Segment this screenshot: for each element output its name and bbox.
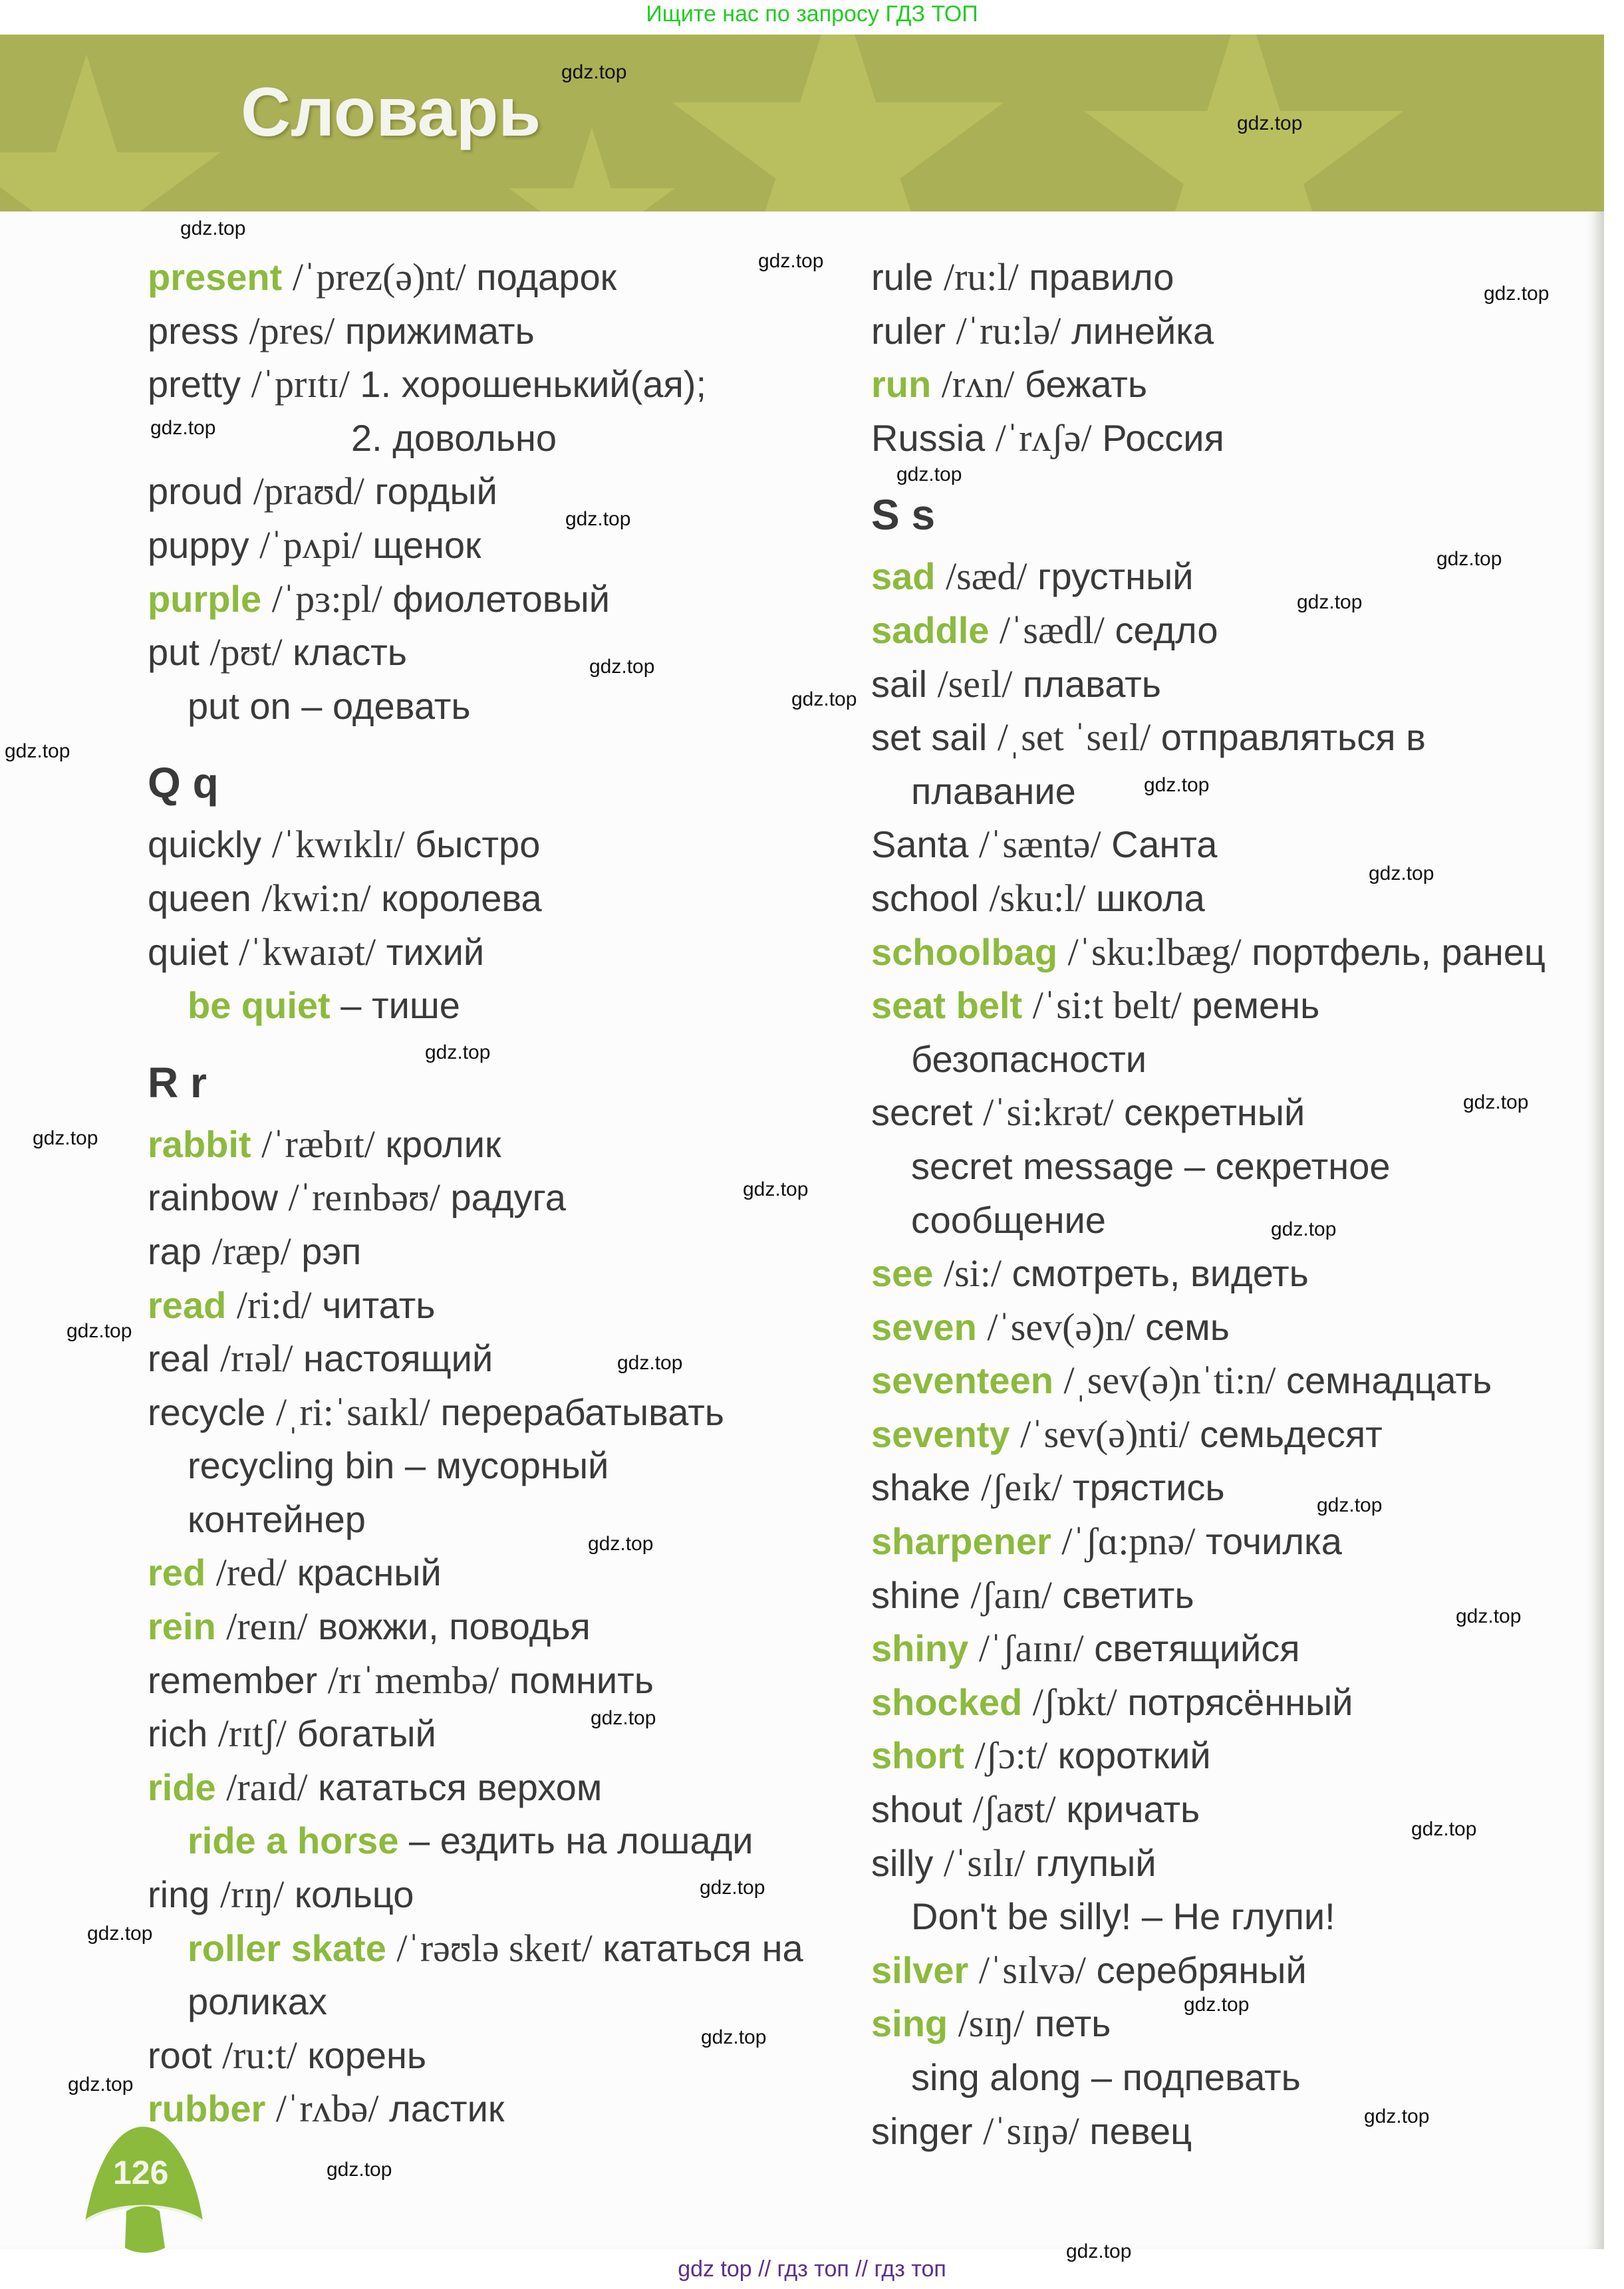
- headword: remember: [148, 1659, 318, 1701]
- watermark: gdz.top: [565, 508, 631, 530]
- transcription: /ri:d/: [236, 1283, 312, 1327]
- watermark: gdz.top: [1271, 1218, 1337, 1240]
- dictionary-entry: [871, 1461, 1589, 1515]
- translation: светить: [1062, 1573, 1194, 1616]
- transcription: /ˈsev(ə)nti/: [1020, 1412, 1190, 1456]
- transcription: /ˈru:lə/: [956, 309, 1061, 352]
- headword: be quiet: [188, 984, 331, 1027]
- dictionary-entry: [148, 1386, 839, 1440]
- transcription: /sku:l/: [989, 876, 1086, 920]
- watermark: gdz.top: [589, 656, 655, 678]
- transcription: /ˈkwɪklɪ/: [271, 823, 405, 867]
- dictionary-entry: [148, 1654, 839, 1708]
- translation: щенок: [372, 523, 481, 566]
- headword: seven: [871, 1305, 977, 1348]
- translation: кольцо: [294, 1873, 414, 1916]
- dictionary-entry: [148, 1225, 839, 1279]
- watermark: gdz.top: [591, 1707, 656, 1729]
- translation: ремень: [1192, 984, 1320, 1027]
- dictionary-entry: [871, 412, 1589, 466]
- watermark: gdz.top: [1066, 2240, 1132, 2262]
- headword: saddle: [871, 608, 990, 651]
- dictionary-entry: [148, 818, 839, 872]
- dictionary-entry: [871, 251, 1589, 305]
- dictionary-entry: [148, 251, 839, 305]
- transcription: /ˈsɪlvə/: [978, 1948, 1086, 1992]
- dictionary-entry: [871, 1247, 1589, 1301]
- translation: светящийся: [1094, 1627, 1300, 1670]
- translation: короткий: [1057, 1734, 1211, 1777]
- transcription: /praʊd/: [253, 470, 364, 513]
- watermark: gdz.top: [896, 464, 962, 485]
- headword: real: [148, 1337, 210, 1380]
- transcription: /ˈʃɑ:pnə/: [1061, 1520, 1196, 1563]
- dictionary-entry: [871, 1729, 1589, 1783]
- headword: shine: [871, 1573, 960, 1616]
- headword: short: [871, 1734, 964, 1777]
- translation: семь: [1145, 1305, 1230, 1348]
- transcription: /ʃaʊt/: [972, 1788, 1056, 1831]
- transcription: /ræp/: [211, 1229, 291, 1273]
- translation: рэп: [301, 1230, 362, 1272]
- translation: – мусорный: [404, 1444, 609, 1487]
- headword: schoolbag: [871, 930, 1058, 973]
- translation: радуга: [450, 1176, 566, 1219]
- transcription: /pres/: [249, 309, 335, 352]
- translation: кролик: [385, 1123, 501, 1165]
- dictionary-entry: [871, 1783, 1589, 1837]
- headword: silly: [871, 1841, 934, 1884]
- translation: бежать: [1024, 363, 1148, 406]
- dictionary-entry: [148, 1171, 839, 1225]
- headword: ride: [148, 1766, 216, 1808]
- transcription: /seɪl/: [937, 662, 1013, 706]
- star-decoration: [665, 35, 1011, 211]
- translation: кричать: [1066, 1788, 1200, 1831]
- headword: run: [871, 363, 932, 406]
- dictionary-entry: [148, 1493, 839, 1547]
- translation: подарок: [476, 256, 617, 298]
- transcription: /rʌn/: [941, 362, 1015, 406]
- transcription: /rɪəl/: [219, 1337, 293, 1381]
- translation: Санта: [1111, 823, 1218, 866]
- headword: secret: [871, 1091, 973, 1134]
- watermark: gdz.top: [1237, 112, 1303, 134]
- headword: seventy: [871, 1413, 1010, 1455]
- dictionary-entry: [871, 1033, 1589, 1087]
- headword: puppy: [148, 523, 249, 566]
- transcription: /ˈsi:krət/: [983, 1091, 1114, 1135]
- watermark: gdz.top: [1317, 1494, 1383, 1516]
- letter-heading: R r: [148, 1058, 207, 1107]
- translation: – Не глупи!: [1141, 1895, 1335, 1938]
- headword: purple: [148, 577, 262, 620]
- headword: red: [148, 1551, 206, 1594]
- transcription: /ru:l/: [943, 255, 1019, 299]
- watermark: gdz.top: [588, 1533, 654, 1555]
- dictionary-entry: [148, 465, 839, 519]
- translation: семьдесят: [1200, 1413, 1383, 1455]
- translation: отправляться в: [1160, 716, 1426, 759]
- dictionary-entry: [871, 2051, 1589, 2105]
- dictionary-entry: [871, 818, 1589, 872]
- transcription: /sæd/: [946, 555, 1027, 599]
- transcription: /rɪŋ/: [219, 1873, 285, 1917]
- dictionary-entry: [871, 1408, 1589, 1462]
- transcription: /raɪd/: [226, 1765, 308, 1809]
- star-decoration: [0, 55, 226, 211]
- watermark: gdz.top: [701, 2026, 767, 2048]
- dictionary-column-right: [871, 251, 1589, 2158]
- translation: тихий: [386, 930, 485, 973]
- headword: shout: [871, 1788, 962, 1831]
- translation: корень: [307, 2034, 427, 2076]
- headword: press: [148, 309, 239, 352]
- transcription: /ʃɔ:t/: [974, 1734, 1048, 1778]
- watermark: gdz.top: [758, 250, 824, 272]
- dictionary-entry: [148, 2082, 839, 2136]
- watermark: gdz.top: [1364, 2105, 1430, 2127]
- transcription: /ˈpɜ:pl/: [271, 577, 382, 620]
- translation: глупый: [1035, 1841, 1156, 1884]
- headword: sad: [871, 555, 936, 598]
- translation: быстро: [415, 823, 541, 866]
- dictionary-entry: [871, 1301, 1589, 1355]
- translation: 1. хорошенький(ая);: [360, 363, 707, 406]
- translation: читать: [322, 1283, 436, 1326]
- watermark: gdz.top: [1297, 591, 1363, 613]
- transcription: /ˈreɪnbəʊ/: [288, 1176, 440, 1220]
- headword: singer: [871, 2109, 973, 2152]
- transcription: /ˌri:ˈsaɪkl/: [275, 1390, 430, 1434]
- dictionary-entry: [871, 1676, 1589, 1730]
- transcription: /ˈsɪlɪ/: [943, 1841, 1025, 1885]
- transcription: /sɪŋ/: [958, 2002, 1025, 2046]
- watermark: gdz.top: [327, 2159, 392, 2181]
- dictionary-entry: [871, 1354, 1589, 1408]
- watermark: gdz.top: [1484, 283, 1550, 305]
- watermark: gdz.top: [617, 1352, 683, 1374]
- headword: rich: [148, 1712, 208, 1755]
- translation: секретный: [1124, 1091, 1305, 1134]
- watermark: gdz.top: [1463, 1091, 1529, 1113]
- headword: present: [148, 256, 283, 298]
- headword: read: [148, 1283, 227, 1326]
- headword: Don't be silly!: [911, 1895, 1132, 1938]
- headword: sharpener: [871, 1520, 1051, 1563]
- watermark: gdz.top: [150, 417, 216, 439]
- dictionary-entry: [871, 1194, 1589, 1248]
- dictionary-entry: [871, 305, 1589, 358]
- dictionary-entry: [148, 1814, 839, 1868]
- transcription: /ˈkwaɪət/: [239, 930, 376, 974]
- dictionary-entry: [148, 1118, 839, 1172]
- translation: прижимать: [344, 309, 535, 352]
- headword: shocked: [871, 1681, 1023, 1723]
- headword: put on: [188, 684, 291, 727]
- headword: proud: [148, 470, 243, 513]
- headword: rabbit: [148, 1123, 251, 1165]
- headword: rein: [148, 1605, 216, 1648]
- translation: линейка: [1071, 309, 1214, 352]
- translation: красный: [297, 1551, 442, 1594]
- dictionary-entry: [871, 1622, 1589, 1676]
- translation: – секретное: [1184, 1144, 1391, 1187]
- translation: кататься верхом: [318, 1766, 603, 1808]
- dictionary-entry: [148, 979, 839, 1033]
- headword: seventeen: [871, 1359, 1053, 1402]
- transcription: /red/: [215, 1551, 287, 1595]
- watermark: gdz.top: [68, 2074, 134, 2095]
- dictionary-entry: [148, 1707, 839, 1761]
- dictionary-entry: [148, 519, 839, 573]
- headword: ride a horse: [188, 1819, 399, 1862]
- transcription: /kwi:n/: [261, 876, 371, 920]
- dictionary-entry: [871, 979, 1589, 1033]
- translation: правило: [1029, 256, 1174, 298]
- translation: – одевать: [301, 684, 471, 727]
- transcription: /ˈprez(ə)nt/: [292, 255, 466, 299]
- translation: седло: [1115, 608, 1218, 651]
- headword: see: [871, 1252, 934, 1295]
- translation: точилка: [1205, 1520, 1342, 1563]
- translation: кататься на: [603, 1927, 803, 1969]
- translation: – ездить на лошади: [409, 1819, 753, 1862]
- headword: recycle: [148, 1391, 266, 1433]
- dictionary-entry: [148, 573, 839, 626]
- transcription: /rɪtʃ/: [217, 1712, 287, 1756]
- translation: безопасности: [911, 1037, 1147, 1080]
- translation: класть: [293, 631, 407, 674]
- translation: ластик: [389, 2087, 505, 2130]
- page-number: 126: [113, 2154, 169, 2191]
- dictionary-entry: [871, 658, 1589, 712]
- transcription: /ʃɒkt/: [1032, 1680, 1117, 1724]
- transcription: /ˌset ˈseɪl/: [997, 716, 1151, 759]
- translation: семнадцать: [1286, 1359, 1492, 1402]
- headword: school: [871, 876, 979, 919]
- transcription: /ˈsev(ə)n/: [987, 1305, 1135, 1349]
- dictionary-entry: [148, 1600, 839, 1654]
- dictionary-entry: [148, 412, 839, 466]
- dictionary-entry: [148, 1922, 839, 1976]
- transcription: /ˈsku:lbæg/: [1067, 930, 1242, 974]
- headword: silver: [871, 1949, 969, 1991]
- headword: shiny: [871, 1627, 969, 1670]
- translation: смотреть, видеть: [1012, 1252, 1309, 1295]
- headword: pretty: [148, 363, 241, 406]
- translation: грустный: [1037, 555, 1194, 598]
- dictionary-entry: [148, 1761, 839, 1815]
- dictionary-entry: [871, 1140, 1589, 1194]
- translation: певец: [1089, 2109, 1192, 2152]
- dictionary-entry: [148, 1546, 839, 1600]
- headword: rap: [148, 1230, 202, 1272]
- headword: rule: [871, 256, 934, 298]
- transcription: /pʊt/: [209, 630, 283, 674]
- watermark: gdz.top: [425, 1041, 491, 1063]
- dictionary-entry: [148, 305, 839, 358]
- watermark: gdz.top: [1456, 1605, 1522, 1627]
- headword: put: [148, 631, 200, 674]
- transcription: /ˈsæntə/: [978, 823, 1101, 867]
- translation: плавание: [911, 769, 1076, 812]
- watermark: gdz.top: [1144, 774, 1210, 796]
- translation: богатый: [297, 1712, 436, 1755]
- transcription: /ˈrʌʃə/: [995, 416, 1092, 460]
- translation: – тише: [340, 984, 460, 1027]
- dictionary-entry: [148, 1439, 839, 1493]
- translation: школа: [1096, 876, 1205, 919]
- watermark: gdz.top: [180, 217, 246, 239]
- translation: Россия: [1102, 416, 1224, 459]
- transcription: /ˈsɪŋə/: [983, 2109, 1079, 2153]
- translation: помнить: [509, 1659, 654, 1701]
- dictionary-entry: [148, 680, 839, 734]
- dictionary-entry: [148, 872, 839, 926]
- dictionary-entry: [148, 1975, 839, 2029]
- footer-links: gdz top // гдз топ // гдз топ: [678, 2256, 946, 2282]
- transcription: /rɪˈmembə/: [327, 1658, 499, 1702]
- dictionary-entry: [871, 358, 1589, 412]
- translation: серебряный: [1096, 1949, 1307, 1991]
- watermark: gdz.top: [1184, 1994, 1250, 2016]
- transcription: /ˈsi:t belt/: [1032, 984, 1182, 1027]
- headword: sing along: [911, 2056, 1081, 2098]
- translation: потрясённый: [1127, 1681, 1353, 1723]
- translation: вожжи, поводья: [318, 1605, 591, 1648]
- dictionary-entry: [871, 1890, 1589, 1944]
- dictionary-entry: [148, 626, 839, 680]
- watermark: gdz.top: [700, 1877, 765, 1899]
- watermark: gdz.top: [791, 688, 857, 710]
- dictionary-entry: [148, 1279, 839, 1333]
- transcription: /ru:t/: [222, 2033, 297, 2077]
- watermark: gdz.top: [561, 61, 627, 83]
- translation: 2. довольно: [351, 416, 557, 459]
- transcription: /ˈrʌbə/: [275, 2087, 379, 2131]
- watermark: gdz.top: [743, 1178, 809, 1200]
- headword: sing: [871, 2002, 948, 2045]
- headword: rainbow: [148, 1176, 279, 1219]
- translation: портфель, ранец: [1252, 930, 1546, 973]
- headword: root: [148, 2034, 212, 2076]
- transcription: /reɪn/: [226, 1605, 308, 1649]
- translation: фиолетовый: [392, 577, 610, 620]
- dictionary-entry: [871, 926, 1589, 980]
- transcription: /ˈʃaɪnɪ/: [978, 1627, 1084, 1671]
- translation: трястись: [1072, 1466, 1225, 1509]
- headword: secret message: [911, 1144, 1174, 1187]
- dictionary-entry: [871, 711, 1589, 765]
- dictionary-entry: [871, 2105, 1589, 2159]
- headword: sail: [871, 662, 928, 705]
- watermark: gdz.top: [87, 1923, 153, 1945]
- headword: Santa: [871, 823, 969, 866]
- dictionary-entry: [871, 872, 1589, 926]
- translation: настоящий: [303, 1337, 493, 1380]
- dictionary-entry: [871, 1515, 1589, 1569]
- transcription: /ˈsædl/: [999, 608, 1105, 652]
- translation: гордый: [374, 470, 497, 513]
- headword: ruler: [871, 309, 946, 352]
- watermark: gdz.top: [1411, 1818, 1477, 1840]
- headword: Russia: [871, 416, 986, 459]
- dictionary-entry: [148, 358, 839, 412]
- dictionary-column-left: [148, 251, 839, 2136]
- headword: recycling bin: [188, 1444, 395, 1487]
- dictionary-entry: [148, 1332, 839, 1386]
- translation: сообщение: [911, 1198, 1106, 1241]
- transcription: /ˈpʌpi/: [259, 523, 362, 567]
- transcription: /ˈrəʊlə skeɪt/: [396, 1926, 593, 1970]
- headword: roller skate: [188, 1927, 386, 1969]
- transcription: /ʃeɪk/: [981, 1466, 1063, 1510]
- transcription: /ˈræbɪt/: [261, 1122, 375, 1166]
- watermark: gdz.top: [67, 1320, 132, 1342]
- watermark: gdz.top: [1369, 863, 1434, 884]
- dictionary-entry: [148, 926, 839, 980]
- translation: королева: [381, 876, 542, 919]
- dictionary-entry: [871, 604, 1589, 658]
- headword: queen: [148, 876, 251, 919]
- transcription: /ʃaɪn/: [970, 1573, 1052, 1617]
- headword: set sail: [871, 716, 988, 759]
- dictionary-entry: [871, 1837, 1589, 1891]
- transcription: /ˌsev(ə)nˈti:n/: [1063, 1359, 1276, 1403]
- dictionary-entry: [871, 765, 1589, 819]
- translation: петь: [1034, 2002, 1111, 2045]
- page-title: Словарь: [241, 74, 541, 151]
- headword: shake: [871, 1466, 971, 1509]
- dictionary-entry: [871, 1944, 1589, 1998]
- letter-heading: Q q: [148, 759, 219, 807]
- translation: роликах: [188, 1980, 327, 2023]
- search-hint-banner: Ищите нас по запросу ГДЗ ТОП: [646, 1, 978, 27]
- headword: quiet: [148, 930, 229, 973]
- headword: seat belt: [871, 984, 1023, 1027]
- watermark: gdz.top: [33, 1127, 98, 1149]
- translation: контейнер: [188, 1498, 366, 1540]
- translation: плавать: [1022, 662, 1161, 705]
- translation: – подпевать: [1091, 2056, 1301, 2098]
- translation: перерабатывать: [440, 1391, 724, 1433]
- watermark: gdz.top: [5, 740, 70, 762]
- headword: ring: [148, 1873, 210, 1916]
- transcription: /ˈprɪtɪ/: [251, 362, 350, 406]
- letter-heading: S s: [871, 491, 936, 539]
- headword: quickly: [148, 823, 262, 866]
- headword: rubber: [148, 2087, 266, 2130]
- watermark: gdz.top: [1436, 548, 1502, 570]
- transcription: /si:/: [944, 1252, 1002, 1295]
